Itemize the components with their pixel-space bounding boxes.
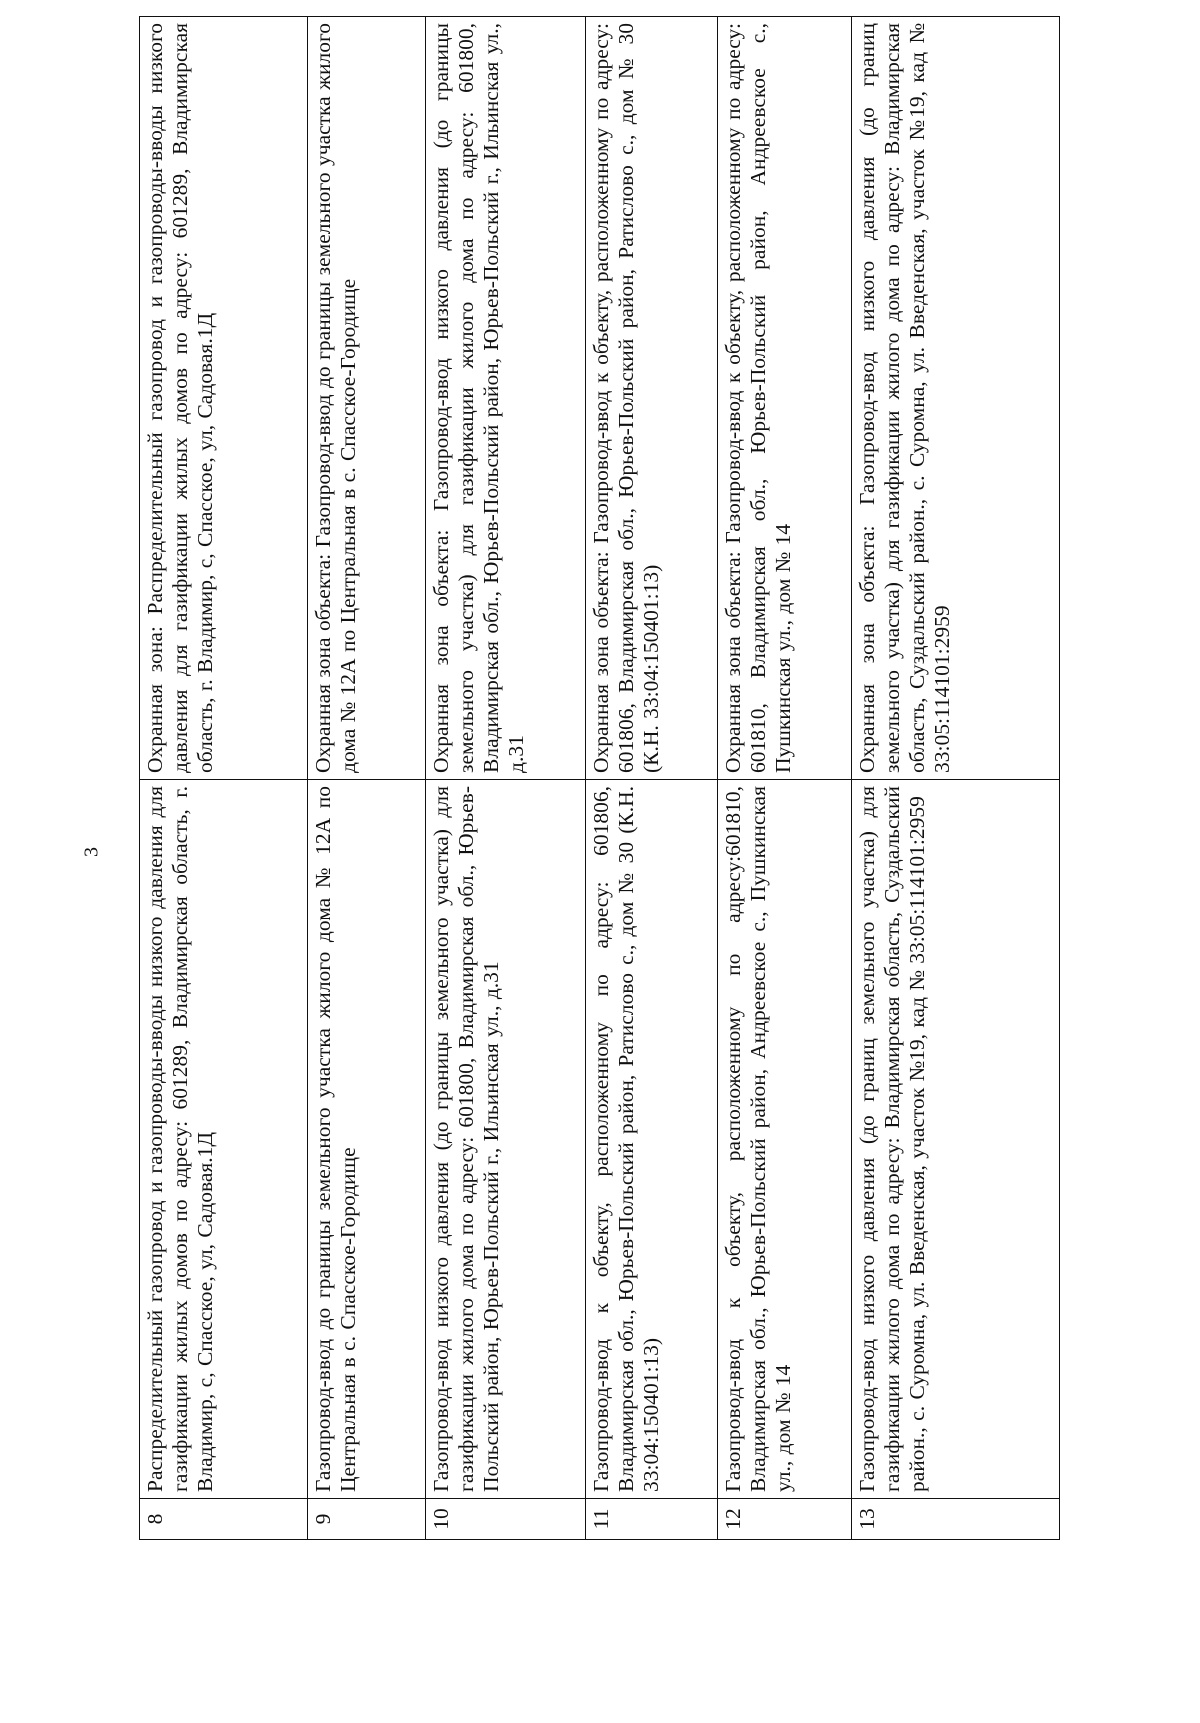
table-row bbox=[718, 17, 852, 1540]
object-description: Распределительный газопровод и газопроводы-вводы низкого давления для газификации жилых домов по адресу: 601289, Владимирская область, г. Владимир, с, Спасское, ул, Садовая.1Д bbox=[140, 780, 308, 1499]
protection-zone-description: Охранная зона объекта: Газопровод-ввод к объекту, расположенному по адресу: 601810, Владимирская обл., Юрьев-Польский район, Андреевское с., Пушкинская ул., дом № 14 bbox=[718, 17, 852, 780]
protection-zone-description: Охранная зона объекта: Газопровод-ввод низкого давления (до границы земельного участка) для газификации жилого дома по адресу: 601800, Владимирская обл., Юрьев-Польский район, Юрьев-Польский г., Ильинская ул., д.31 bbox=[426, 17, 586, 780]
row-number: 8 bbox=[140, 1499, 308, 1540]
table-row bbox=[308, 17, 426, 1540]
object-description: Газопровод-ввод к объекту, расположенному по адресу:601810, Владимирская обл., Юрьев-Польский район, Андреевское с., Пушкинская ул., дом № 14 bbox=[718, 780, 852, 1499]
object-description: Газопровод-ввод до границы земельного участка жилого дома № 12А по Центральная в с. Спасское-Городище bbox=[308, 780, 426, 1499]
registry-table-rotated bbox=[139, 23, 1059, 1540]
protection-zone-description: Охранная зона: Распределительный газопровод и газопроводы-вводы низкого давления для газификации жилых домов по адресу: 601289, Владимирская область, г. Владимир, с, Спасское, ул, Садовая.1Д bbox=[140, 17, 308, 780]
registry-table-container bbox=[139, 23, 1059, 1540]
table-row bbox=[426, 17, 586, 1540]
protection-zone-description: Охранная зона объекта: Газопровод-ввод к объекту, расположенному по адресу: 601806, Владимирская обл., Юрьев-Польский район, Ратислово с., дом № 30 (К.Н. 33:04:150401:13) bbox=[586, 17, 718, 780]
row-number: 12 bbox=[718, 1499, 852, 1540]
object-description: Газопровод-ввод к объекту, расположенному по адресу: 601806, Владимирская обл., Юрьев-Польский район, Ратислово с., дом № 30 (К.Н. 33:04:150401:13) bbox=[586, 780, 718, 1499]
table-row bbox=[140, 17, 308, 1540]
row-number: 13 bbox=[852, 1499, 1060, 1540]
registry-table bbox=[139, 16, 1060, 1540]
row-number: 10 bbox=[426, 1499, 586, 1540]
page-number: 3 bbox=[80, 847, 103, 857]
object-description: Газопровод-ввод низкого давления (до границ земельного участка) для газификации жилого дома по адресу: Владимирская область, Суздальский район., с. Суромна, ул. Введенская, участок №19, кад № 33:05:114101:2959 bbox=[852, 780, 1060, 1499]
table-row bbox=[852, 17, 1060, 1540]
protection-zone-description: Охранная зона объекта: Газопровод-ввод низкого давления (до границ земельного участка) для газификации жилого дома по адресу: Владимирская область, Суздальский район., с. Суромна, ул. Введенская, участок №19, кад № 33:05:114101:2959 bbox=[852, 17, 1060, 780]
row-number: 11 bbox=[586, 1499, 718, 1540]
protection-zone-description: Охранная зона объекта: Газопровод-ввод до границы земельного участка жилого дома № 12А по Центральная в с. Спасское-Городище bbox=[308, 17, 426, 780]
row-number: 9 bbox=[308, 1499, 426, 1540]
object-description: Газопровод-ввод низкого давления (до границы земельного участка) для газификации жилого дома по адресу: 601800, Владимирская обл., Юрьев-Польский район, Юрьев-Польский г., Ильинская ул., д.31 bbox=[426, 780, 586, 1499]
table-row bbox=[586, 17, 718, 1540]
